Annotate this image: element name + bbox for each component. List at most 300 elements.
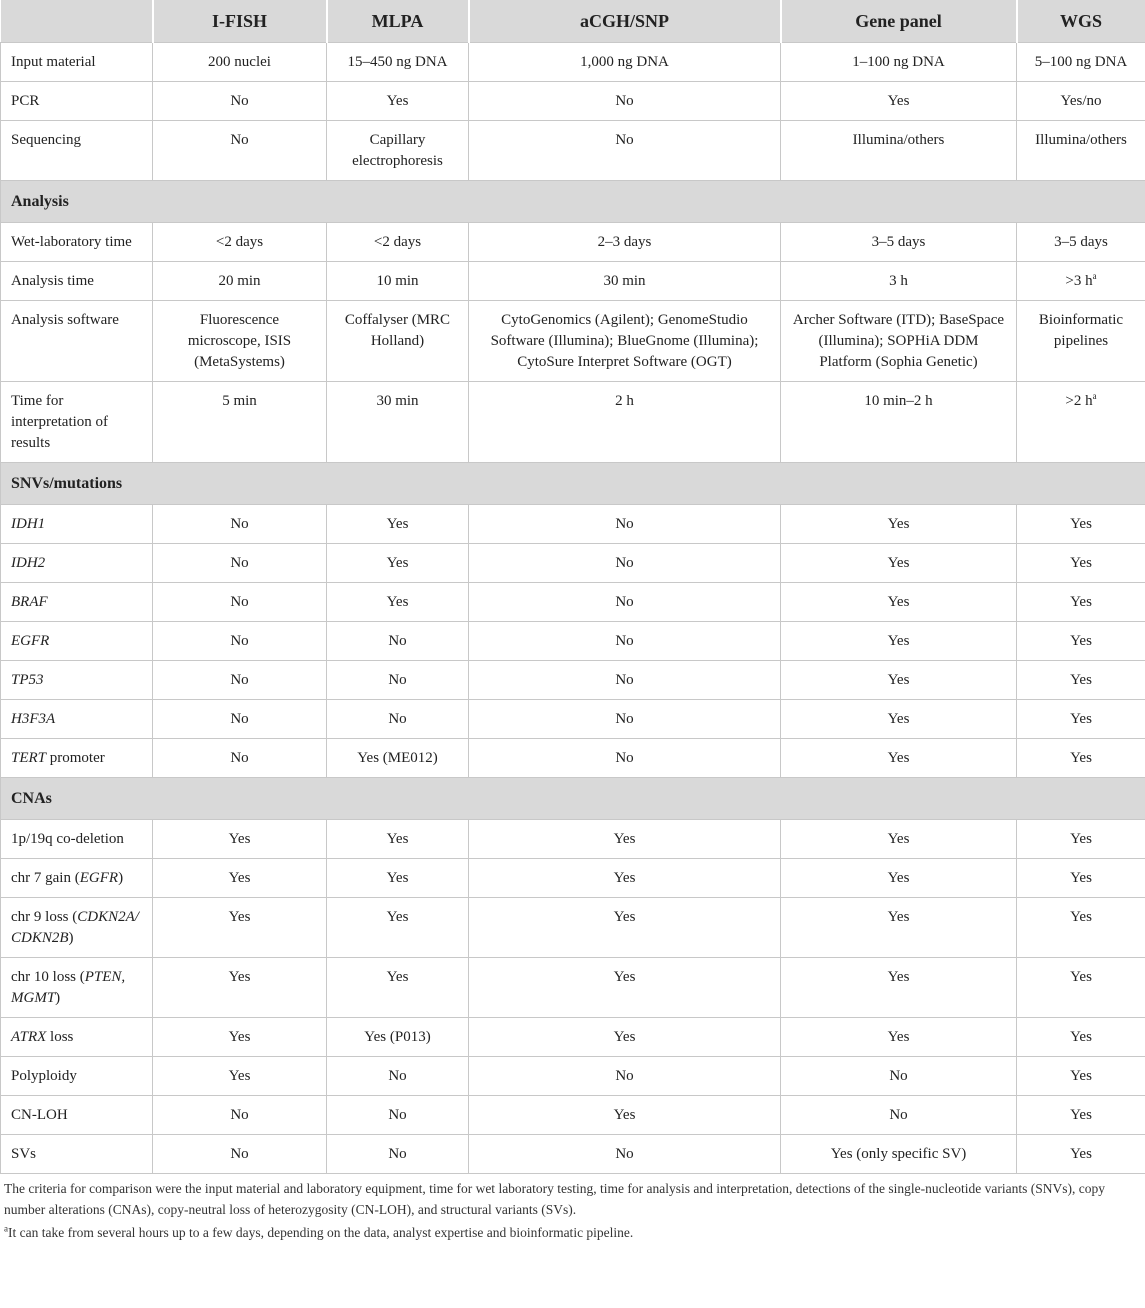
cell-value: Yes — [1070, 870, 1092, 886]
cell-value: Yes — [386, 870, 409, 886]
table-row — [1, 43, 1145, 82]
cell-value: Yes — [228, 1029, 251, 1045]
cell-value: 10 min–2 h — [864, 393, 933, 409]
table-cell — [153, 1057, 327, 1096]
row-label — [1, 82, 153, 121]
table-row — [1, 820, 1145, 859]
row-label — [1, 1057, 153, 1096]
table-cell — [781, 544, 1017, 583]
cell-value: Yes — [386, 555, 409, 571]
table-cell — [469, 1057, 781, 1096]
cell-value: Yes — [1070, 633, 1092, 649]
table-cell — [1017, 382, 1145, 463]
cell-value: Fluorescence microscope, ISIS (MetaSystems) — [187, 312, 292, 370]
table-cell — [469, 739, 781, 778]
row-label-text: Time for interpretation of results — [11, 393, 109, 451]
cell-value: Yes — [613, 1107, 636, 1123]
table-cell — [153, 739, 327, 778]
table-cell — [469, 382, 781, 463]
cell-value: Yes — [613, 870, 636, 886]
table-cell — [153, 544, 327, 583]
table-row — [1, 583, 1145, 622]
cell-value: No — [230, 555, 249, 571]
cell-value: No — [388, 633, 407, 649]
section-row — [1, 181, 1145, 223]
table-cell — [327, 958, 469, 1018]
table-cell — [327, 382, 469, 463]
table-cell — [153, 82, 327, 121]
row-label-part: ) — [118, 870, 124, 886]
cell-value: Yes — [1070, 909, 1092, 925]
table-cell — [1017, 1018, 1145, 1057]
row-label-text: SVs — [11, 1146, 37, 1162]
section-label: Analysis — [1, 181, 1145, 223]
cell-value: 1–100 ng DNA — [852, 54, 945, 70]
cell-value: 5–100 ng DNA — [1034, 54, 1128, 70]
table-cell — [781, 622, 1017, 661]
cell-value: No — [230, 711, 249, 727]
cell-value: Yes — [887, 633, 910, 649]
cell-value: Yes — [887, 870, 910, 886]
table-cell — [153, 382, 327, 463]
footnote-criteria: The criteria for comparison were the input material and laboratory equipment, time for wet laboratory testing, time for analysis and interpretation, detections of the single-nucleotide variants (SNVs), copy number alterations (CNAs), copy-neutral loss of heterozygosity (CN-LOH), and structural variants (SVs). — [4, 1181, 1106, 1217]
cell-value: Yes (ME012) — [357, 750, 438, 766]
row-label — [1, 301, 153, 382]
table-footnotes — [0, 1174, 1145, 1243]
row-label — [1, 820, 153, 859]
cell-value: >2 h — [1065, 393, 1093, 409]
cell-value: Coffalyser (MRC Holland) — [344, 312, 451, 349]
table-row — [1, 262, 1145, 301]
table-cell — [469, 820, 781, 859]
cell-value: No — [388, 1107, 407, 1123]
table-cell — [469, 859, 781, 898]
cell-value: No — [230, 1107, 249, 1123]
table-cell — [153, 700, 327, 739]
cell-value: 1,000 ng DNA — [580, 54, 669, 70]
cell-value: Yes — [613, 909, 636, 925]
table-cell — [469, 661, 781, 700]
row-label-text: H3F3A — [11, 711, 56, 727]
cell-value: No — [230, 594, 249, 610]
table-cell — [153, 43, 327, 82]
cell-value: No — [230, 750, 249, 766]
cell-value: Archer Software (ITD); BaseSpace (Illumina); SOPHiA DDM Platform (Sophia Genetic) — [792, 312, 1005, 370]
cell-value: No — [230, 93, 249, 109]
row-label — [1, 622, 153, 661]
cell-value: Yes — [887, 1029, 910, 1045]
row-label — [1, 43, 153, 82]
row-label — [1, 262, 153, 301]
cell-value: Capillary electrophoresis — [352, 132, 443, 169]
table-cell — [1017, 1096, 1145, 1135]
cell-value: 15–450 ng DNA — [347, 54, 448, 70]
table-row — [1, 859, 1145, 898]
cell-value: Yes — [1070, 1146, 1092, 1162]
row-label — [1, 1096, 153, 1135]
column-header: Gene panel — [781, 0, 1017, 43]
cell-value: 30 min — [603, 273, 646, 289]
row-label — [1, 1018, 153, 1057]
table-cell — [153, 262, 327, 301]
cell-value: Yes — [887, 831, 910, 847]
row-label — [1, 898, 153, 958]
table-row — [1, 700, 1145, 739]
table-cell — [327, 121, 469, 181]
row-label — [1, 958, 153, 1018]
table-cell — [1017, 1135, 1145, 1174]
table-row — [1, 301, 1145, 382]
cell-value: Illumina/others — [852, 132, 945, 148]
table-cell — [781, 739, 1017, 778]
row-label-part: ATRX — [11, 1029, 47, 1045]
table-cell — [327, 739, 469, 778]
table-cell — [153, 1018, 327, 1057]
section-label: CNAs — [1, 778, 1145, 820]
cell-value: Yes — [1070, 1068, 1092, 1084]
row-label-text: IDH2 — [11, 555, 46, 571]
table-cell — [327, 1057, 469, 1096]
cell-value: No — [230, 633, 249, 649]
table-cell — [153, 583, 327, 622]
row-label — [1, 739, 153, 778]
cell-value: Yes — [228, 1068, 251, 1084]
cell-value: Yes — [1070, 711, 1092, 727]
row-label-text: 1p/19q co-deletion — [11, 831, 124, 847]
cell-value: Yes — [1070, 831, 1092, 847]
row-label-text: Analysis software — [11, 312, 119, 328]
table-cell — [1017, 739, 1145, 778]
cell-value: No — [615, 594, 634, 610]
row-label-part: chr 7 gain ( — [11, 870, 80, 886]
table-cell — [153, 1135, 327, 1174]
cell-value: Yes/no — [1060, 93, 1102, 109]
table-cell — [327, 43, 469, 82]
table-row — [1, 121, 1145, 181]
section-row — [1, 778, 1145, 820]
table-cell — [781, 820, 1017, 859]
cell-value: <2 days — [373, 234, 422, 250]
table-cell — [1017, 661, 1145, 700]
table-row — [1, 958, 1145, 1018]
cell-value: Yes (only specific SV) — [830, 1146, 967, 1162]
table-row — [1, 223, 1145, 262]
table-cell — [153, 505, 327, 544]
table-cell — [781, 1135, 1017, 1174]
cell-value: No — [615, 516, 634, 532]
table-cell — [327, 661, 469, 700]
column-header: WGS — [1017, 0, 1145, 43]
row-label — [1, 382, 153, 463]
cell-value: Yes — [887, 516, 910, 532]
cell-value: No — [615, 711, 634, 727]
table-cell — [1017, 301, 1145, 382]
table-row — [1, 622, 1145, 661]
cell-value: Yes — [386, 93, 409, 109]
cell-value: 30 min — [376, 393, 419, 409]
header-row — [1, 0, 1145, 43]
row-label-part: chr 9 loss ( — [11, 909, 78, 925]
cell-value: No — [230, 672, 249, 688]
cell-value: 3 h — [889, 273, 908, 289]
table-cell — [781, 43, 1017, 82]
table-cell — [327, 262, 469, 301]
cell-value: 3–5 days — [1054, 234, 1108, 250]
cell-value: No — [615, 93, 634, 109]
cell-value: Yes — [386, 969, 409, 985]
table-cell — [153, 622, 327, 661]
cell-value: <2 days — [215, 234, 264, 250]
table-row — [1, 1018, 1145, 1057]
table-cell — [153, 661, 327, 700]
cell-value: No — [615, 672, 634, 688]
row-label-part: TERT — [11, 750, 47, 766]
table-cell — [153, 1096, 327, 1135]
row-label-part: loss — [46, 1029, 74, 1045]
table-row — [1, 82, 1145, 121]
cell-value: Yes — [887, 93, 910, 109]
row-label-part: PTEN, MGMT — [11, 969, 126, 1006]
cell-value: Yes — [887, 750, 910, 766]
footnote-a-text: It can take from several hours up to a few days, depending on the data, analyst expertise and bioinformatic pipeline. — [8, 1225, 634, 1240]
table-row — [1, 1057, 1145, 1096]
row-label — [1, 544, 153, 583]
table-cell — [469, 121, 781, 181]
row-label — [1, 583, 153, 622]
table-cell — [781, 262, 1017, 301]
header-corner — [1, 0, 153, 43]
table-cell — [327, 544, 469, 583]
table-cell — [153, 301, 327, 382]
cell-value: >3 h — [1065, 273, 1093, 289]
cell-value: Yes — [386, 909, 409, 925]
table-cell — [1017, 505, 1145, 544]
cell-value: Yes — [887, 555, 910, 571]
table-cell — [327, 1096, 469, 1135]
row-label-text: Input material — [11, 54, 96, 70]
cell-value: No — [615, 555, 634, 571]
cell-value: Bioinformatic pipelines — [1038, 312, 1124, 349]
cell-value: No — [230, 132, 249, 148]
table-cell — [469, 898, 781, 958]
table-cell — [327, 1018, 469, 1057]
table-row — [1, 898, 1145, 958]
table-cell — [469, 505, 781, 544]
table-body — [1, 43, 1145, 1174]
cell-value: Yes — [613, 1029, 636, 1045]
row-label-text: EGFR — [11, 633, 50, 649]
cell-value: 10 min — [376, 273, 419, 289]
row-label-text: PCR — [11, 93, 40, 109]
cell-value: 2 h — [615, 393, 634, 409]
table-cell — [469, 82, 781, 121]
cell-value: Illumina/others — [1035, 132, 1127, 148]
cell-value: Yes — [386, 516, 409, 532]
table-cell — [469, 544, 781, 583]
table-cell — [781, 1096, 1017, 1135]
row-label — [1, 700, 153, 739]
cell-value: Yes — [1070, 594, 1092, 610]
table-cell — [327, 859, 469, 898]
row-label — [1, 505, 153, 544]
footnote-a-mark: a — [4, 1223, 8, 1234]
table-cell — [469, 262, 781, 301]
table-cell — [1017, 43, 1145, 82]
row-label-part: EGFR — [79, 870, 119, 886]
row-label-text: BRAF — [11, 594, 48, 610]
cell-value: No — [230, 516, 249, 532]
table-cell — [781, 859, 1017, 898]
table-cell — [153, 898, 327, 958]
cell-value: Yes — [386, 831, 409, 847]
cell-value: No — [615, 1146, 634, 1162]
row-label-text: Analysis time — [11, 273, 94, 289]
cell-value: No — [615, 633, 634, 649]
table-cell — [153, 223, 327, 262]
row-label-part: ) — [68, 930, 74, 946]
cell-value: Yes — [1070, 516, 1092, 532]
cell-value: No — [388, 1146, 407, 1162]
cell-value: Yes — [228, 969, 251, 985]
row-label — [1, 121, 153, 181]
row-label — [1, 661, 153, 700]
table-cell — [153, 121, 327, 181]
cell-value: Yes — [613, 969, 636, 985]
table-cell — [469, 583, 781, 622]
cell-value: Yes (P013) — [364, 1029, 431, 1045]
table-row — [1, 661, 1145, 700]
table-cell — [1017, 859, 1145, 898]
table-cell — [327, 820, 469, 859]
cell-value: Yes — [887, 672, 910, 688]
table-cell — [781, 958, 1017, 1018]
table-cell — [781, 661, 1017, 700]
table-cell — [327, 583, 469, 622]
table-cell — [469, 301, 781, 382]
cell-value: Yes — [228, 909, 251, 925]
row-label-part: promoter — [46, 750, 105, 766]
cell-value: Yes — [887, 594, 910, 610]
table-row — [1, 1135, 1145, 1174]
table-cell — [469, 622, 781, 661]
row-label-text: CN-LOH — [11, 1107, 68, 1123]
row-label-text: Wet-laboratory time — [11, 234, 132, 250]
cell-value: Yes — [1070, 672, 1092, 688]
row-label-part: chr 10 loss ( — [11, 969, 85, 985]
table-row — [1, 505, 1145, 544]
row-label-text: Polyploidy — [11, 1068, 77, 1084]
table-cell — [1017, 700, 1145, 739]
cell-value: Yes — [887, 711, 910, 727]
table-cell — [327, 82, 469, 121]
row-label-part: CDKN2A/ CDKN2B — [11, 909, 139, 946]
table-cell — [1017, 1057, 1145, 1096]
cell-value: Yes — [1070, 1107, 1092, 1123]
cell-value: CytoGenomics (Agilent); GenomeStudio Software (Illumina); BlueGnome (Illumina); CytoSure Interpret Software (OGT) — [490, 312, 759, 370]
cell-value: Yes — [887, 909, 910, 925]
table-cell — [327, 301, 469, 382]
table-cell — [1017, 958, 1145, 1018]
table-cell — [781, 301, 1017, 382]
table-cell — [469, 958, 781, 1018]
cell-value: No — [889, 1107, 908, 1123]
cell-value: 20 min — [218, 273, 261, 289]
cell-value: 3–5 days — [871, 234, 926, 250]
table-cell — [153, 820, 327, 859]
table-cell — [327, 700, 469, 739]
row-label — [1, 223, 153, 262]
row-label — [1, 1135, 153, 1174]
table-cell — [1017, 583, 1145, 622]
table-cell — [781, 700, 1017, 739]
cell-value: No — [615, 750, 634, 766]
cell-value: Yes — [1070, 555, 1092, 571]
table-cell — [469, 1018, 781, 1057]
footnote-marker: a — [1092, 271, 1097, 281]
table-cell — [1017, 82, 1145, 121]
column-header: MLPA — [327, 0, 469, 43]
row-label-text: IDH1 — [11, 516, 46, 532]
table-row — [1, 1096, 1145, 1135]
table-cell — [781, 382, 1017, 463]
cell-value: No — [388, 711, 407, 727]
cell-value: No — [388, 1068, 407, 1084]
table-cell — [1017, 820, 1145, 859]
table-cell — [469, 700, 781, 739]
table-cell — [469, 1096, 781, 1135]
cell-value: 2–3 days — [597, 234, 652, 250]
table-cell — [1017, 622, 1145, 661]
cell-value: Yes — [887, 969, 910, 985]
table-cell — [327, 1135, 469, 1174]
footnote-marker: a — [1092, 391, 1097, 401]
table-cell — [781, 1018, 1017, 1057]
table-cell — [1017, 544, 1145, 583]
cell-value: No — [615, 1068, 634, 1084]
cell-value: No — [388, 672, 407, 688]
row-label-part: ) — [55, 990, 61, 1006]
section-row — [1, 463, 1145, 505]
table-cell — [1017, 223, 1145, 262]
cell-value: Yes — [1070, 1029, 1092, 1045]
table-cell — [781, 1057, 1017, 1096]
table-cell — [469, 223, 781, 262]
table-cell — [781, 505, 1017, 544]
table-row — [1, 544, 1145, 583]
row-label-text: Sequencing — [11, 132, 81, 148]
table-cell — [781, 121, 1017, 181]
cell-value: 5 min — [222, 393, 257, 409]
table-cell — [327, 898, 469, 958]
row-label-text: TP53 — [11, 672, 44, 688]
table-row — [1, 382, 1145, 463]
table-cell — [781, 583, 1017, 622]
table-cell — [469, 43, 781, 82]
footnote-a — [4, 1222, 1141, 1243]
row-label — [1, 859, 153, 898]
table-cell — [1017, 898, 1145, 958]
cell-value: Yes — [228, 870, 251, 886]
cell-value: Yes — [386, 594, 409, 610]
table-cell — [153, 859, 327, 898]
cell-value: 200 nuclei — [208, 54, 271, 70]
table-cell — [327, 223, 469, 262]
table-cell — [1017, 262, 1145, 301]
cell-value: No — [615, 132, 634, 148]
table-cell — [153, 958, 327, 1018]
cell-value: Yes — [613, 831, 636, 847]
table-cell — [781, 82, 1017, 121]
